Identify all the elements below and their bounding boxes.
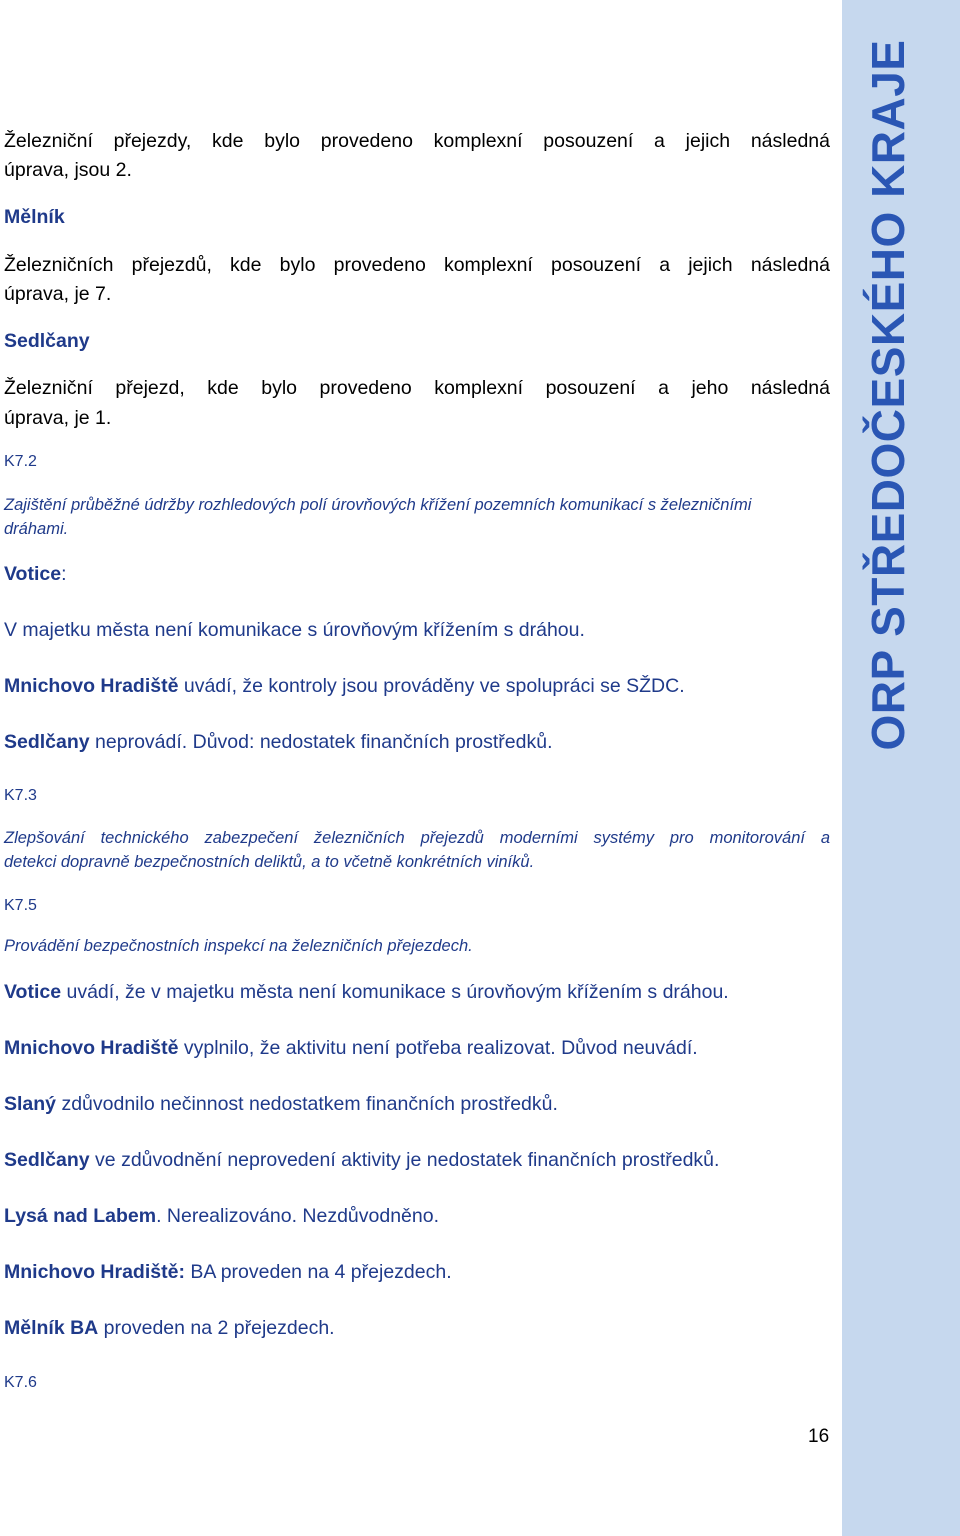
city-name: Votice <box>4 981 62 1003</box>
city-statement <box>4 1315 335 1341</box>
measure-description: dráhami. <box>4 520 69 538</box>
city-name: Sedlčany <box>4 731 90 753</box>
measure-description: detekci dopravně bezpečnostních deliktů, a to včetně konkrétních viníků. <box>4 853 535 871</box>
measure-description: Zajištění průběžné údržby rozhledových polí úrovňových křížení pozemních komunikací s železničními <box>4 496 752 514</box>
paragraph-text: Železniční přejezdy, kde bylo provedeno komplexní posouzení a jejich následná <box>4 130 830 152</box>
side-banner-title: ORP STŘEDOČESKÉHO KRAJE <box>862 39 914 751</box>
measure-code: K7.2 <box>4 453 37 470</box>
statement-text: BA proveden na 4 přejezdech. <box>184 1261 452 1283</box>
measure-code: K7.6 <box>4 1374 37 1391</box>
statement-text: uvádí, že v majetku města není komunikace s úrovňovým křížením s dráhou. <box>61 981 729 1003</box>
paragraph-text: Železniční přejezd, kde bylo provedeno komplexní posouzení a jeho následná <box>4 377 830 399</box>
city-name: Mnichovo Hradiště: <box>4 1261 185 1283</box>
page-number: 16 <box>808 1426 830 1447</box>
measure-code: K7.3 <box>4 787 37 804</box>
statement-text: . Nerealizováno. Nezdůvodněno. <box>156 1205 440 1227</box>
section-heading: Sedlčany <box>4 330 90 352</box>
statement-text: zdůvodnilo nečinnost nedostatkem finančních prostředků. <box>56 1093 558 1115</box>
section-heading: Mělník <box>4 206 65 228</box>
city-name: Mělník BA <box>4 1317 99 1339</box>
statement-text: uvádí, že kontroly jsou prováděny ve spolupráci se SŽDC. <box>178 675 685 697</box>
city-statement <box>4 979 729 1005</box>
paragraph-text: úprava, jsou 2. <box>4 159 132 181</box>
city-label-colon: : <box>61 563 67 585</box>
city-statement <box>4 1147 719 1173</box>
city-name: Slaný <box>4 1093 57 1115</box>
city-name: Votice <box>4 563 62 585</box>
city-label <box>4 561 67 587</box>
paragraph-text: úprava, je 1. <box>4 407 112 429</box>
city-statement <box>4 1203 439 1229</box>
measure-code: K7.5 <box>4 897 37 914</box>
statement-text: proveden na 2 přejezdech. <box>98 1317 335 1339</box>
city-name: Sedlčany <box>4 1149 90 1171</box>
city-statement <box>4 1259 452 1285</box>
measure-description: Zlepšování technického zabezpečení železničních přejezdů moderními systémy pro monitorování a <box>4 829 830 847</box>
statement-text: vyplnilo, že aktivitu není potřeba realizovat. Důvod neuvádí. <box>178 1037 698 1059</box>
paragraph-text: Železničních přejezdů, kde bylo provedeno komplexní posouzení a jejich následná <box>4 254 830 276</box>
city-statement <box>4 1035 698 1061</box>
city-statement <box>4 673 685 699</box>
city-name: Mnichovo Hradiště <box>4 1037 179 1059</box>
paragraph-text: úprava, je 7. <box>4 283 112 305</box>
statement-text: ve zdůvodnění neprovedení aktivity je nedostatek finančních prostředků. <box>89 1149 720 1171</box>
city-statement <box>4 1091 558 1117</box>
city-name: Lysá nad Labem <box>4 1205 157 1227</box>
statement-text: neprovádí. Důvod: nedostatek finančních prostředků. <box>89 731 553 753</box>
city-statement <box>4 729 553 755</box>
city-name: Mnichovo Hradiště <box>4 675 179 697</box>
measure-description: Provádění bezpečnostních inspekcí na železničních přejezdech. <box>4 937 473 955</box>
paragraph-text: V majetku města není komunikace s úrovňovým křížením s dráhou. <box>4 619 585 641</box>
